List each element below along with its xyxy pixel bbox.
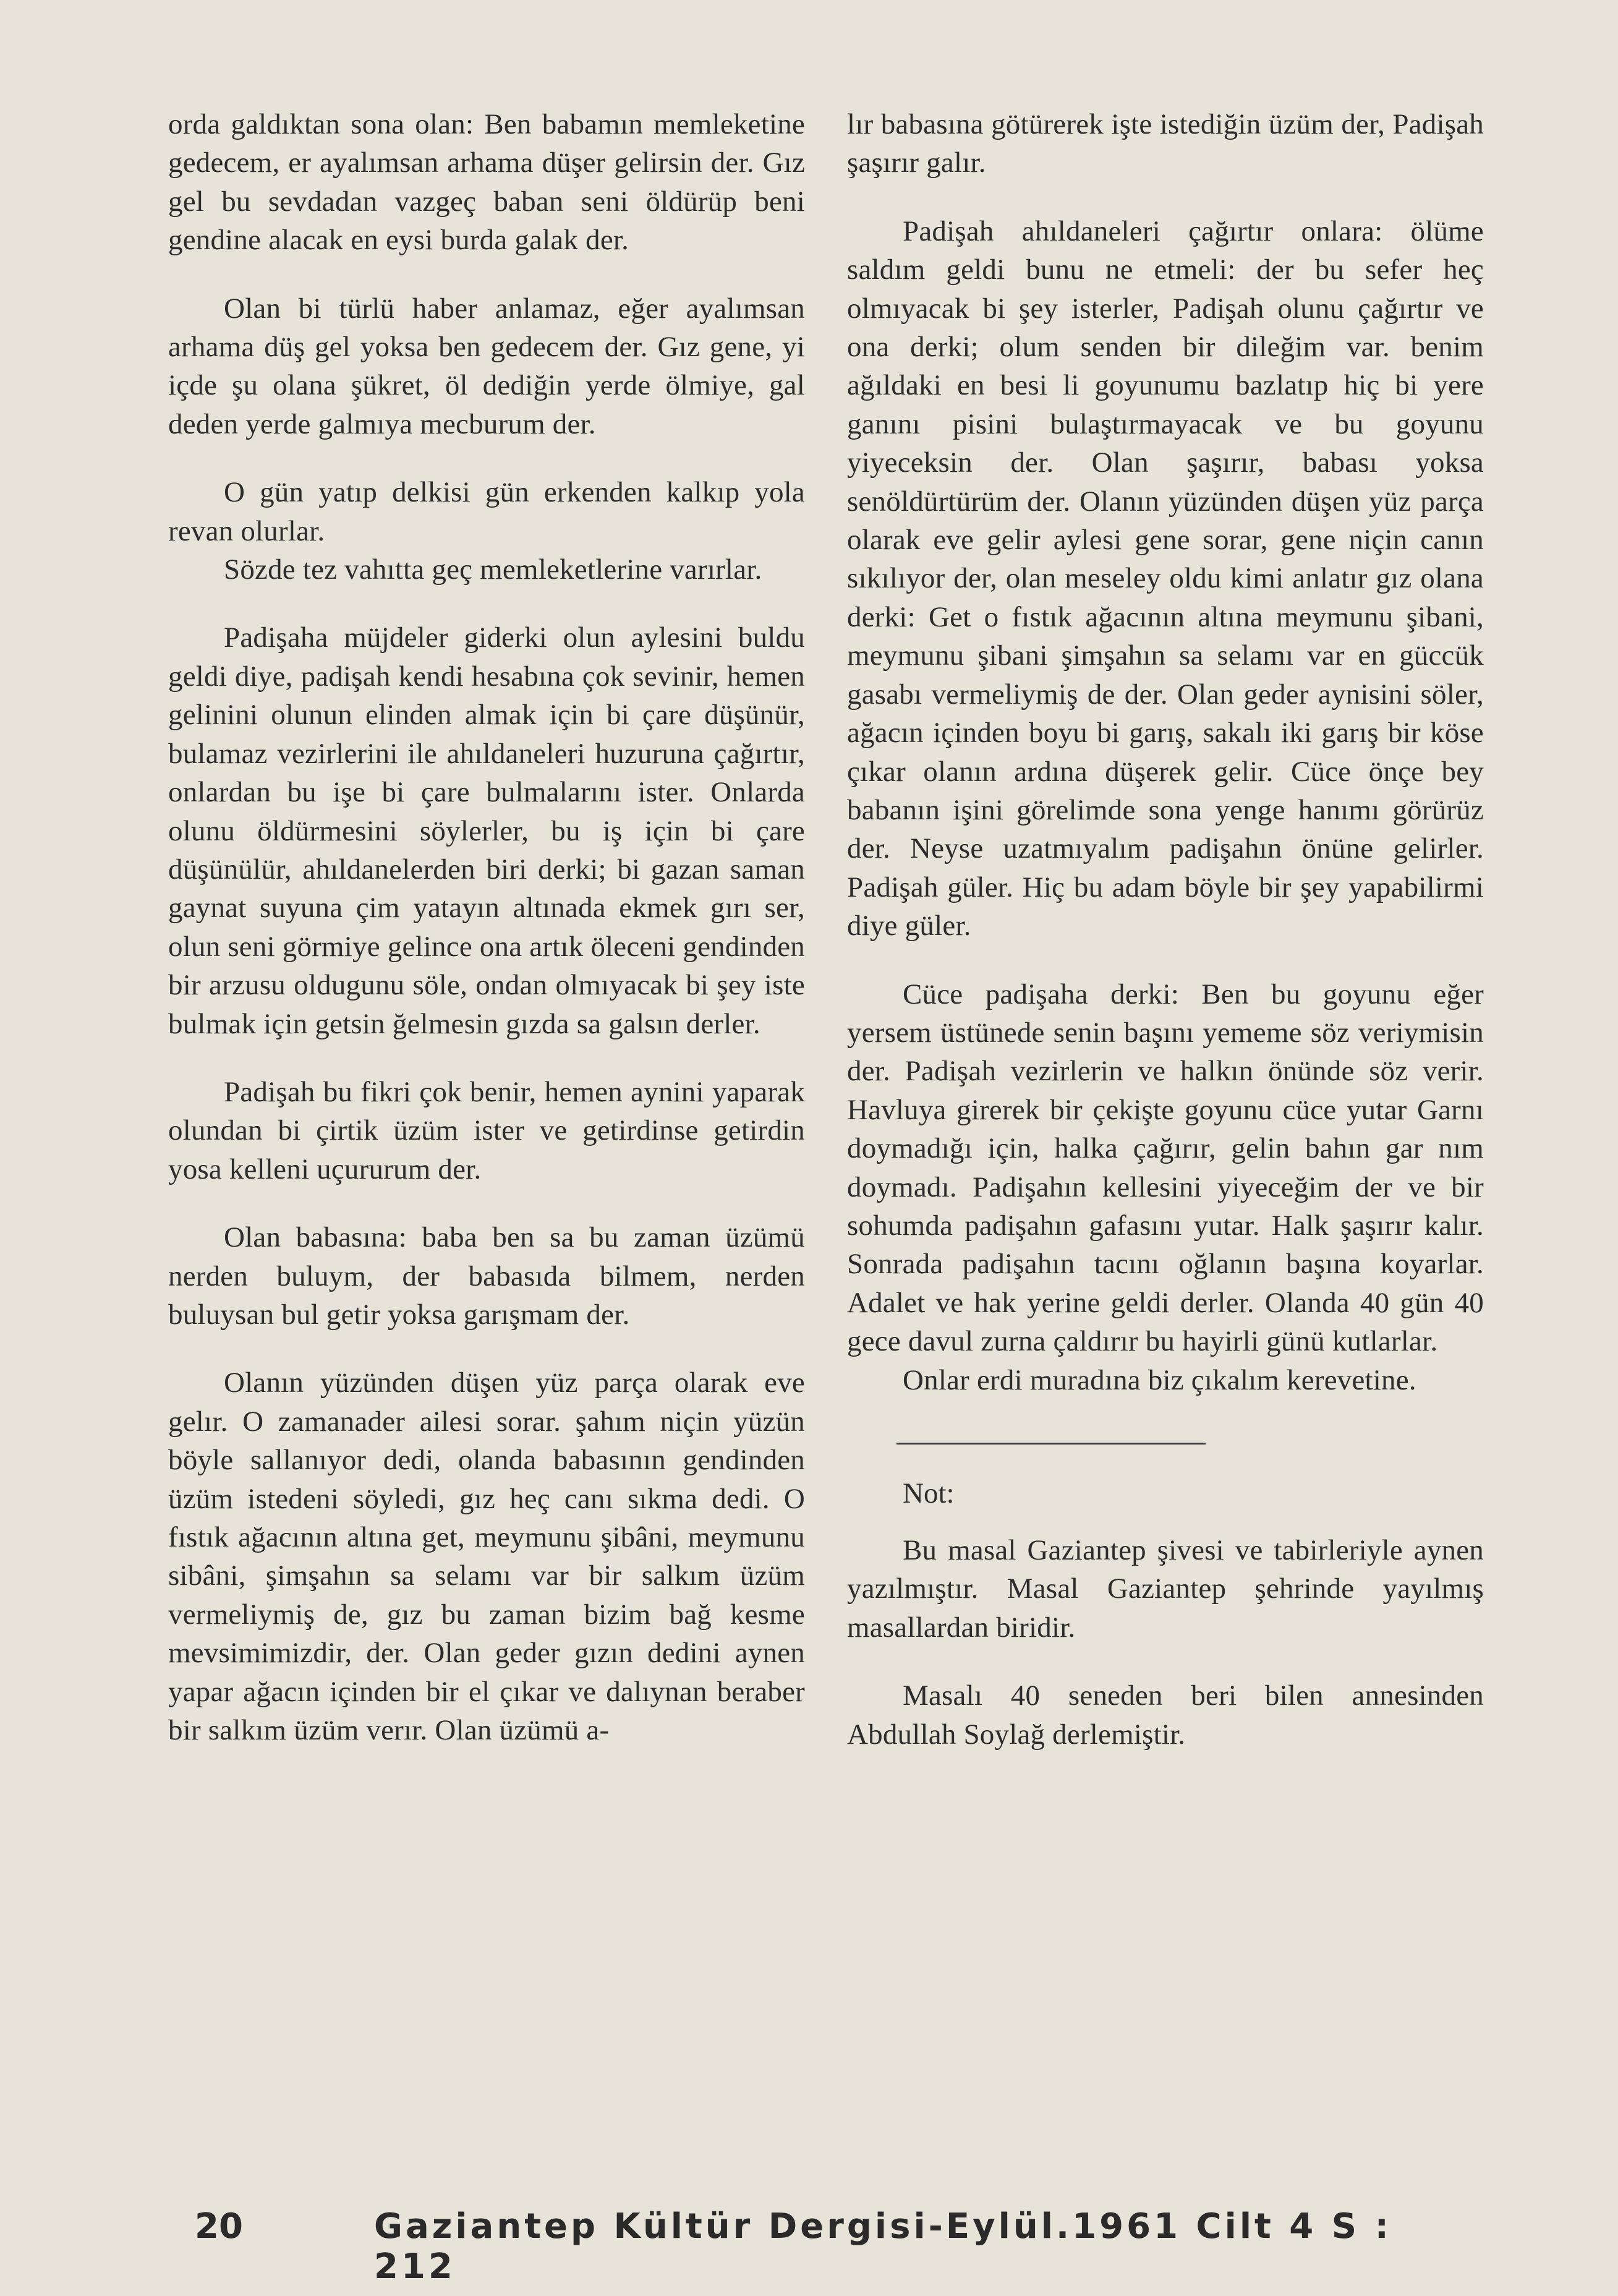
- page-number: 20: [195, 2206, 243, 2247]
- note-paragraph: Masalı 40 seneden beri bilen annesinden Abdullah Soylağ derlemiştir.: [847, 1679, 1484, 1751]
- paragraph: Olanın yüzünden düşen yüz parça olarak eve gelır. O zamanader ailesi sorar. şahım niçin yüzün böyle sallanıyor dedi, olanda babasının gendinden üzüm istedeni söyledi, gız heç canı sıkma dedi. O fıstık ağacının altına get, meymunu şibâni, meymunu sibâni, şimşahın sa selamı var bir salkım üzüm vermeliymiş de, gız bu zaman bizim bağ kesme mevsimimizdir, der. Olan geder gızın dedini aynen yapar ağacın içinden bir el çıkar ve dalıynan beraber bir salkım üzüm verır. Olan üzümü a-: [168, 1367, 805, 1747]
- paragraph: Padişah bu fikri çok benir, hemen aynini yaparak olundan bi çirtik üzüm ister ve getirdinse getirdin yosa kelleni uçururum der.: [168, 1075, 805, 1185]
- right-column: [847, 105, 1484, 1783]
- page-footer: [195, 2206, 1481, 2287]
- paragraph: Padişah ahıldaneleri çağırtır onlara: ölüme saldım geldi bunu ne etmeli: der bu sefer heç olmıyacak bi şey isterler, Padişah olunu çağırtır ve ona derki; olum senden bir dileğim var. benim ağıldaki en besi li goyunumu bazlatıp hiç bi yere ganını pisini bulaştırmayacak ve bu goyunu yiyeceksin der. Olan şaşırır, babası yoksa senöldürtürüm der. Olanın yüzünden düşen yüz parça olarak eve gelir aylesi gene sorar, gene niçin canın sıkılıyor der, olan meseley oldu kimi anlatır gız olana derki: Get o fıstık ağacının altına meymunu şibani, meymunu şibani şimşahın sa selamı var en güccük gasabı vermeliymiş de der. Olan geder aynisini söler, ağacın içinden boyu bi garış, sakalı iki garış bir köse çıkar olanın ardına düşerek gelir. Cüce önçe bey babanın işini görelimde sona yenge hanımı görürüz der. Neyse uzatmıyalım padişahın önüne gelirler. Padişah güler. Hiç bu adam böyle bir şey yapabilirmi diye güler.: [847, 215, 1484, 942]
- paragraph: Cüce padişaha derki: Ben bu goyunu eğer yersem üstünede senin başını yememe söz veriymisin der. Padişah vezirlerin ve halkın önünde söz verir. Havluya girerek bir çekişte goyunu cüce yutar Garnı doymadığı için, halka çağırır, gelin bahın gar nım doymadı. Padişahın kellesini yiyeceğim der ve bir sohumda padişahın gafasını yutar. Halk şaşırır kalır. Sonrada padişahın tacını oğlanın başına koyarlar. Adalet ve hak yerine geldi derler. Olanda 40 gün 40 gece davul zurna çaldırır bu hayirli günü kutlarlar.: [847, 978, 1484, 1358]
- paragraph: Olan bi türlü haber anlamaz, eğer ayalımsan arhama düş gel yoksa ben gedecem der. Gız gene, yi içde şu olana şükret, öl dediğin yerde ölmiye, gal deden yerde galmıya mecburum der.: [168, 292, 805, 440]
- paragraph: orda galdıktan sona olan: Ben babamın memleketine gedecem, er ayalımsan arhama düşer gelirsin der. Gız gel bu sevdadan vazgeç baban seni öldürüp beni gendine alacak en eysi burda galak der.: [168, 108, 805, 257]
- note-paragraph: Bu masal Gaziantep şivesi ve tabirleriyle aynen yazılmıştır. Masal Gaziantep şehrinde yayılmış masallardan biridir.: [847, 1534, 1484, 1644]
- section-divider: [896, 1443, 1206, 1445]
- paragraph: lır babasına götürerek işte istediğin üzüm der, Padişah şaşırır galır.: [847, 108, 1484, 179]
- paragraph: Olan babasına: baba ben sa bu zaman üzümü nerden buluym, der babasıda bilmem, nerden buluysan bul getir yoksa garışmam der.: [168, 1221, 805, 1331]
- note-label: Not:: [903, 1477, 955, 1509]
- paragraph: Onlar erdi muradına biz çıkalım kerevetine.: [903, 1364, 1416, 1396]
- paragraph: Sözde tez vahıtta geç memleketlerine varırlar.: [224, 553, 762, 586]
- paragraph: Padişaha müjdeler giderki olun aylesini buldu geldi diye, padişah kendi hesabına çok sevinir, hemen gelinini olunun elinden almak için bi çare düşünür, bulamaz vezirlerini ile ahıldaneleri huzuruna çağırtır, onlardan bu işe bi çare bulmalarını ister. Onlarda olunu öldürmesini söylerler, bu iş için bi çare düşünülür, ahıldanelerden biri derki; bi gazan saman gaynat suyuna çim yatayın altınada ekmek gırı ser, olun seni görmiye gelince ona artık öleceni gendinden bir arzusu oldugunu söle, ondan olmıyacak bi şey iste bulmak için getsin ğelmesin gızda sa galsın derler.: [168, 621, 805, 1040]
- left-column: [168, 105, 805, 1779]
- journal-citation: Gaziantep Kültür Dergisi-Eylül.1961 Cilt 4 S : 212: [374, 2206, 1392, 2287]
- paragraph: O gün yatıp delkisi gün erkenden kalkıp yola revan olurlar.: [168, 476, 805, 547]
